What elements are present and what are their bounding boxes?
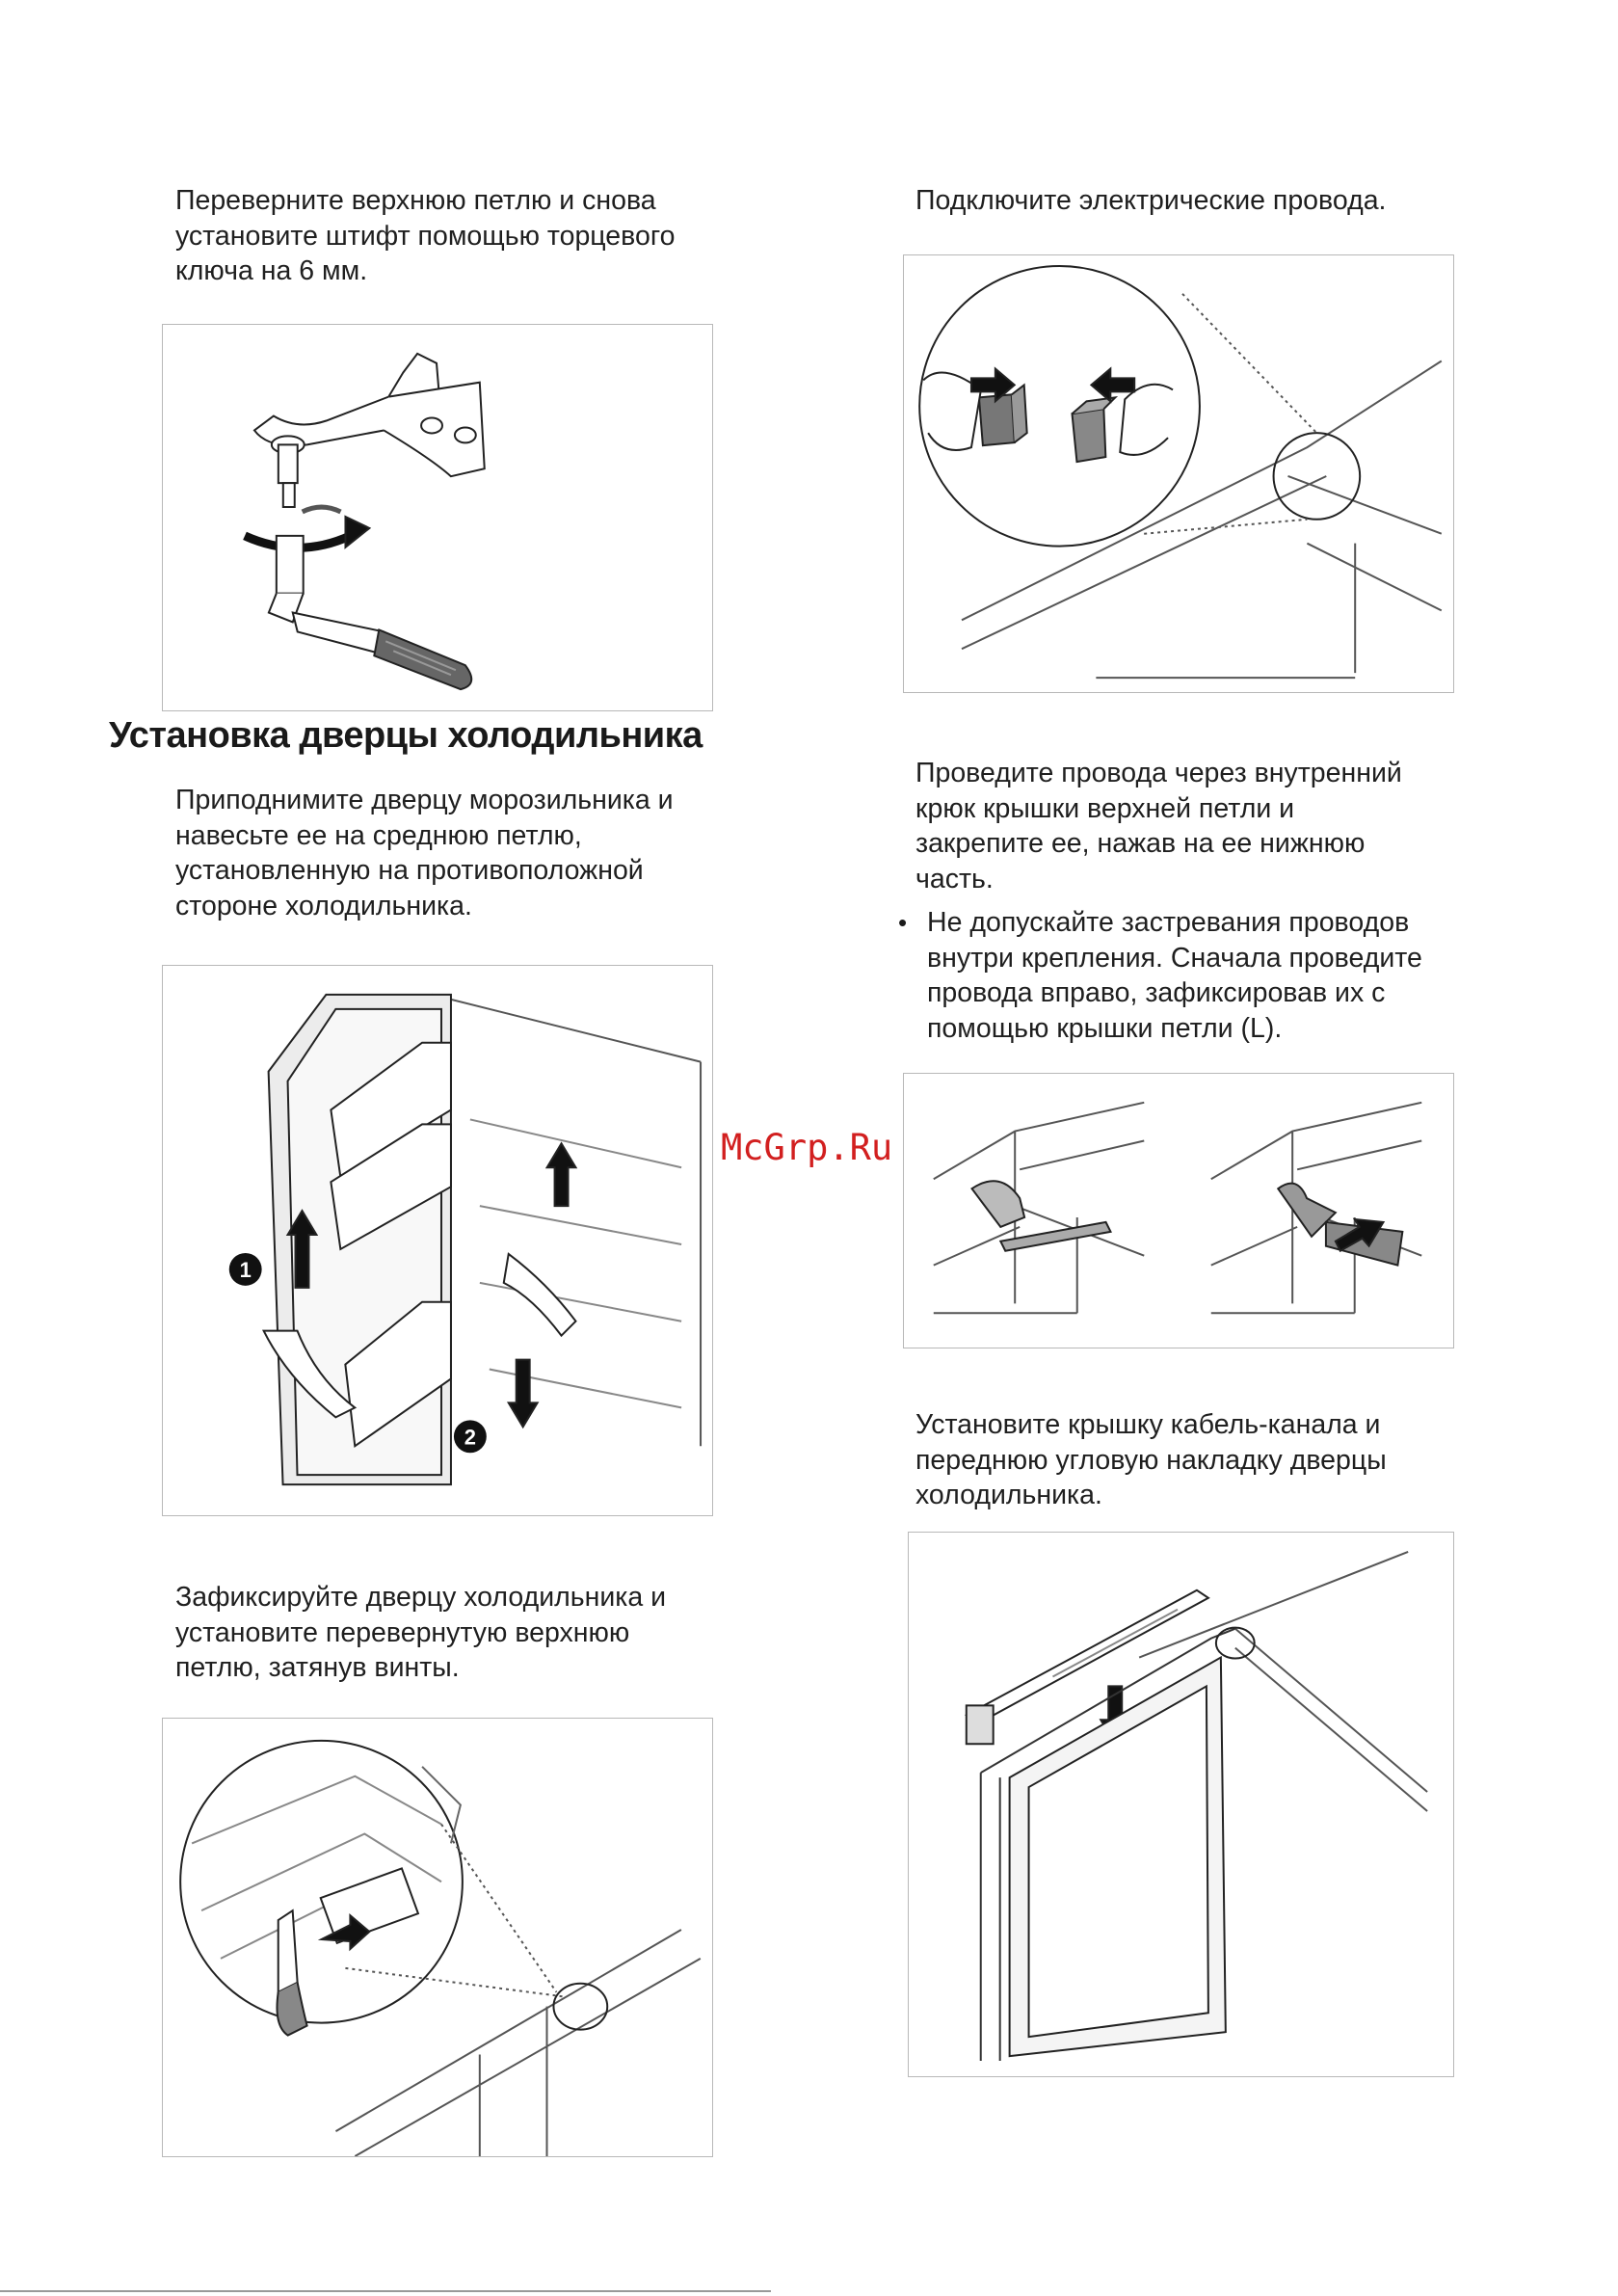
figure-fix-door [162,1718,713,2157]
figure-hinge-wrench [162,324,713,711]
section-heading: Установка дверцы холодильника [109,715,703,756]
step-lift-door-text: Приподнимите дверцу морозильника и навесьте ее на среднюю петлю, установленную на противоположной стороне холодильника. [175,785,674,921]
figure-install-cover [908,1532,1454,2077]
step-number-1: 1 [239,1257,252,1282]
step-route-wires-text: Проведите провода через внутренний крюк крышки верхней петли и закрепите ее, нажав на ее нижнюю часть. [915,758,1402,894]
step-number-2: 2 [464,1425,476,1450]
install-cover-illustration [909,1533,1453,2076]
lift-door-illustration [163,966,712,1515]
step-install-cover-text: Установите крышку кабель-канала и переднюю угловую накладку дверцы холодильника. [915,1409,1387,1510]
bullet-marker: • [898,908,908,937]
route-wires-illustration [904,1074,1453,1348]
connect-wires-illustration [904,255,1453,692]
step-fix-door-text: Зафиксируйте дверцу холодильника и установите перевернутую верхнюю петлю, затянув винты. [175,1582,667,1683]
step-connect-wires-text: Подключите электрические провода. [915,185,1387,216]
step-flip-hinge-text: Переверните верхнюю петлю и снова установите штифт помощью торцевого ключа на 6 мм. [175,185,676,286]
figure-route-wires [903,1073,1454,1348]
figure-lift-door [162,965,713,1516]
footer-rule [0,2290,771,2292]
figure-connect-wires [903,254,1454,693]
watermark: McGrp.Ru [721,1127,893,1168]
bullet-note [896,905,1422,1046]
fix-door-illustration [163,1719,712,2156]
bullet-note-text: Не допускайте застревания проводов внутри крепления. Сначала проведите провода вправо, зафиксировав их с помощью крышки петли (L). [927,907,1422,1044]
hinge-wrench-illustration [163,325,712,710]
